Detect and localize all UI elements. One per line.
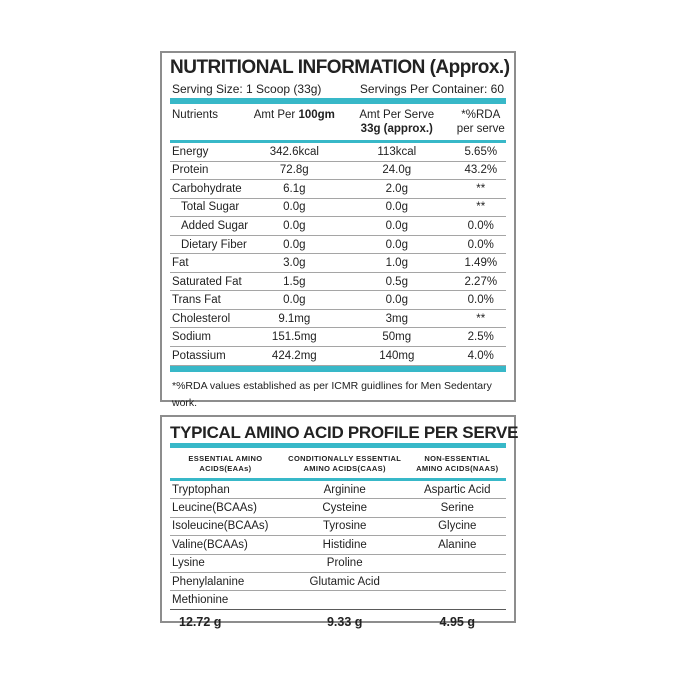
col-header-per-serve: Amt Per Serve 33g (approx.) <box>359 109 435 135</box>
nutrition-column-headers <box>170 104 506 140</box>
nutrition-row-added-sugar: Added Sugar 0.0g 0.0g 0.0% <box>170 217 506 236</box>
total-non-essential: 4.95 g <box>439 614 475 629</box>
amino-row: Lysine Proline <box>170 555 506 573</box>
amino-column-headers <box>170 448 506 478</box>
amino-row: Valine(BCAAs) Histidine Alanine <box>170 536 506 554</box>
nutrition-row-sodium: Sodium 151.5mg 50mg 2.5% <box>170 328 506 347</box>
nutrition-title: NUTRITIONAL INFORMATION (Approx.) <box>170 57 510 78</box>
amino-row: Phenylalanine Glutamic Acid <box>170 573 506 591</box>
nutrition-row-trans-fat: Trans Fat 0.0g 0.0g 0.0% <box>170 291 506 310</box>
col-header-nutrients: Nutrients <box>172 109 219 121</box>
col-header-per-100g: Amt Per 100gm <box>253 109 335 121</box>
total-conditionally-essential: 9.33 g <box>326 614 363 629</box>
col-header-non-essential: NON-ESSENTIAL AMINO ACIDS(NAAS) <box>416 454 499 473</box>
nutrition-row-cholesterol: Cholesterol 9.1mg 3mg ** <box>170 310 506 329</box>
amino-acid-panel <box>160 415 519 629</box>
amino-title: TYPICAL AMINO ACID PROFILE PER SERVE <box>170 423 519 442</box>
nutrition-row-fat: Fat 3.0g 1.0g 1.49% <box>170 254 506 273</box>
footnote-rda-source: *%RDA values established as per ICMR guidlines for Men Sedentary work. <box>172 379 492 409</box>
nutrition-row-dietary-fiber: Dietary Fiber 0.0g 0.0g 0.0% <box>170 236 506 255</box>
serving-size: Serving Size: 1 Scoop (33g) <box>172 81 322 96</box>
nutrition-row-carbohydrate: Carbohydrate 6.1g 2.0g ** <box>170 180 506 199</box>
nutrition-row-total-sugar: Total Sugar 0.0g 0.0g ** <box>170 199 506 218</box>
serving-row <box>170 79 506 98</box>
amino-row: Tryptophan Arginine Aspartic Acid <box>170 481 506 499</box>
nutrition-row-potassium: Potassium 424.2mg 140mg 4.0% <box>170 347 506 366</box>
nutrition-row-protein: Protein 72.8g 24.0g 43.2% <box>170 162 506 181</box>
col-header-conditionally-essential: CONDITIONALLY ESSENTIAL AMINO ACIDS(CAAS) <box>288 454 402 473</box>
amino-totals-row <box>170 610 506 634</box>
nutrition-row-saturated-fat: Saturated Fat 1.5g 0.5g 2.27% <box>170 273 506 292</box>
teal-divider-bar <box>170 366 506 372</box>
servings-per-container: Servings Per Container: 60 <box>359 81 504 96</box>
nutrition-panel <box>160 51 516 409</box>
amino-row: Methionine <box>170 591 506 609</box>
amino-row: Isoleucine(BCAAs) Tyrosine Glycine <box>170 518 506 536</box>
col-header-essential: ESSENTIAL AMINO ACIDS(EAAs) <box>188 454 263 473</box>
total-essential: 12.72 g <box>179 614 222 629</box>
nutrition-row-energy: Energy 342.6kcal 113kcal 5.65% <box>170 143 506 162</box>
col-header-rda: *%RDA per serve <box>456 109 505 135</box>
amino-row: Leucine(BCAAs) Cysteine Serine <box>170 499 506 517</box>
